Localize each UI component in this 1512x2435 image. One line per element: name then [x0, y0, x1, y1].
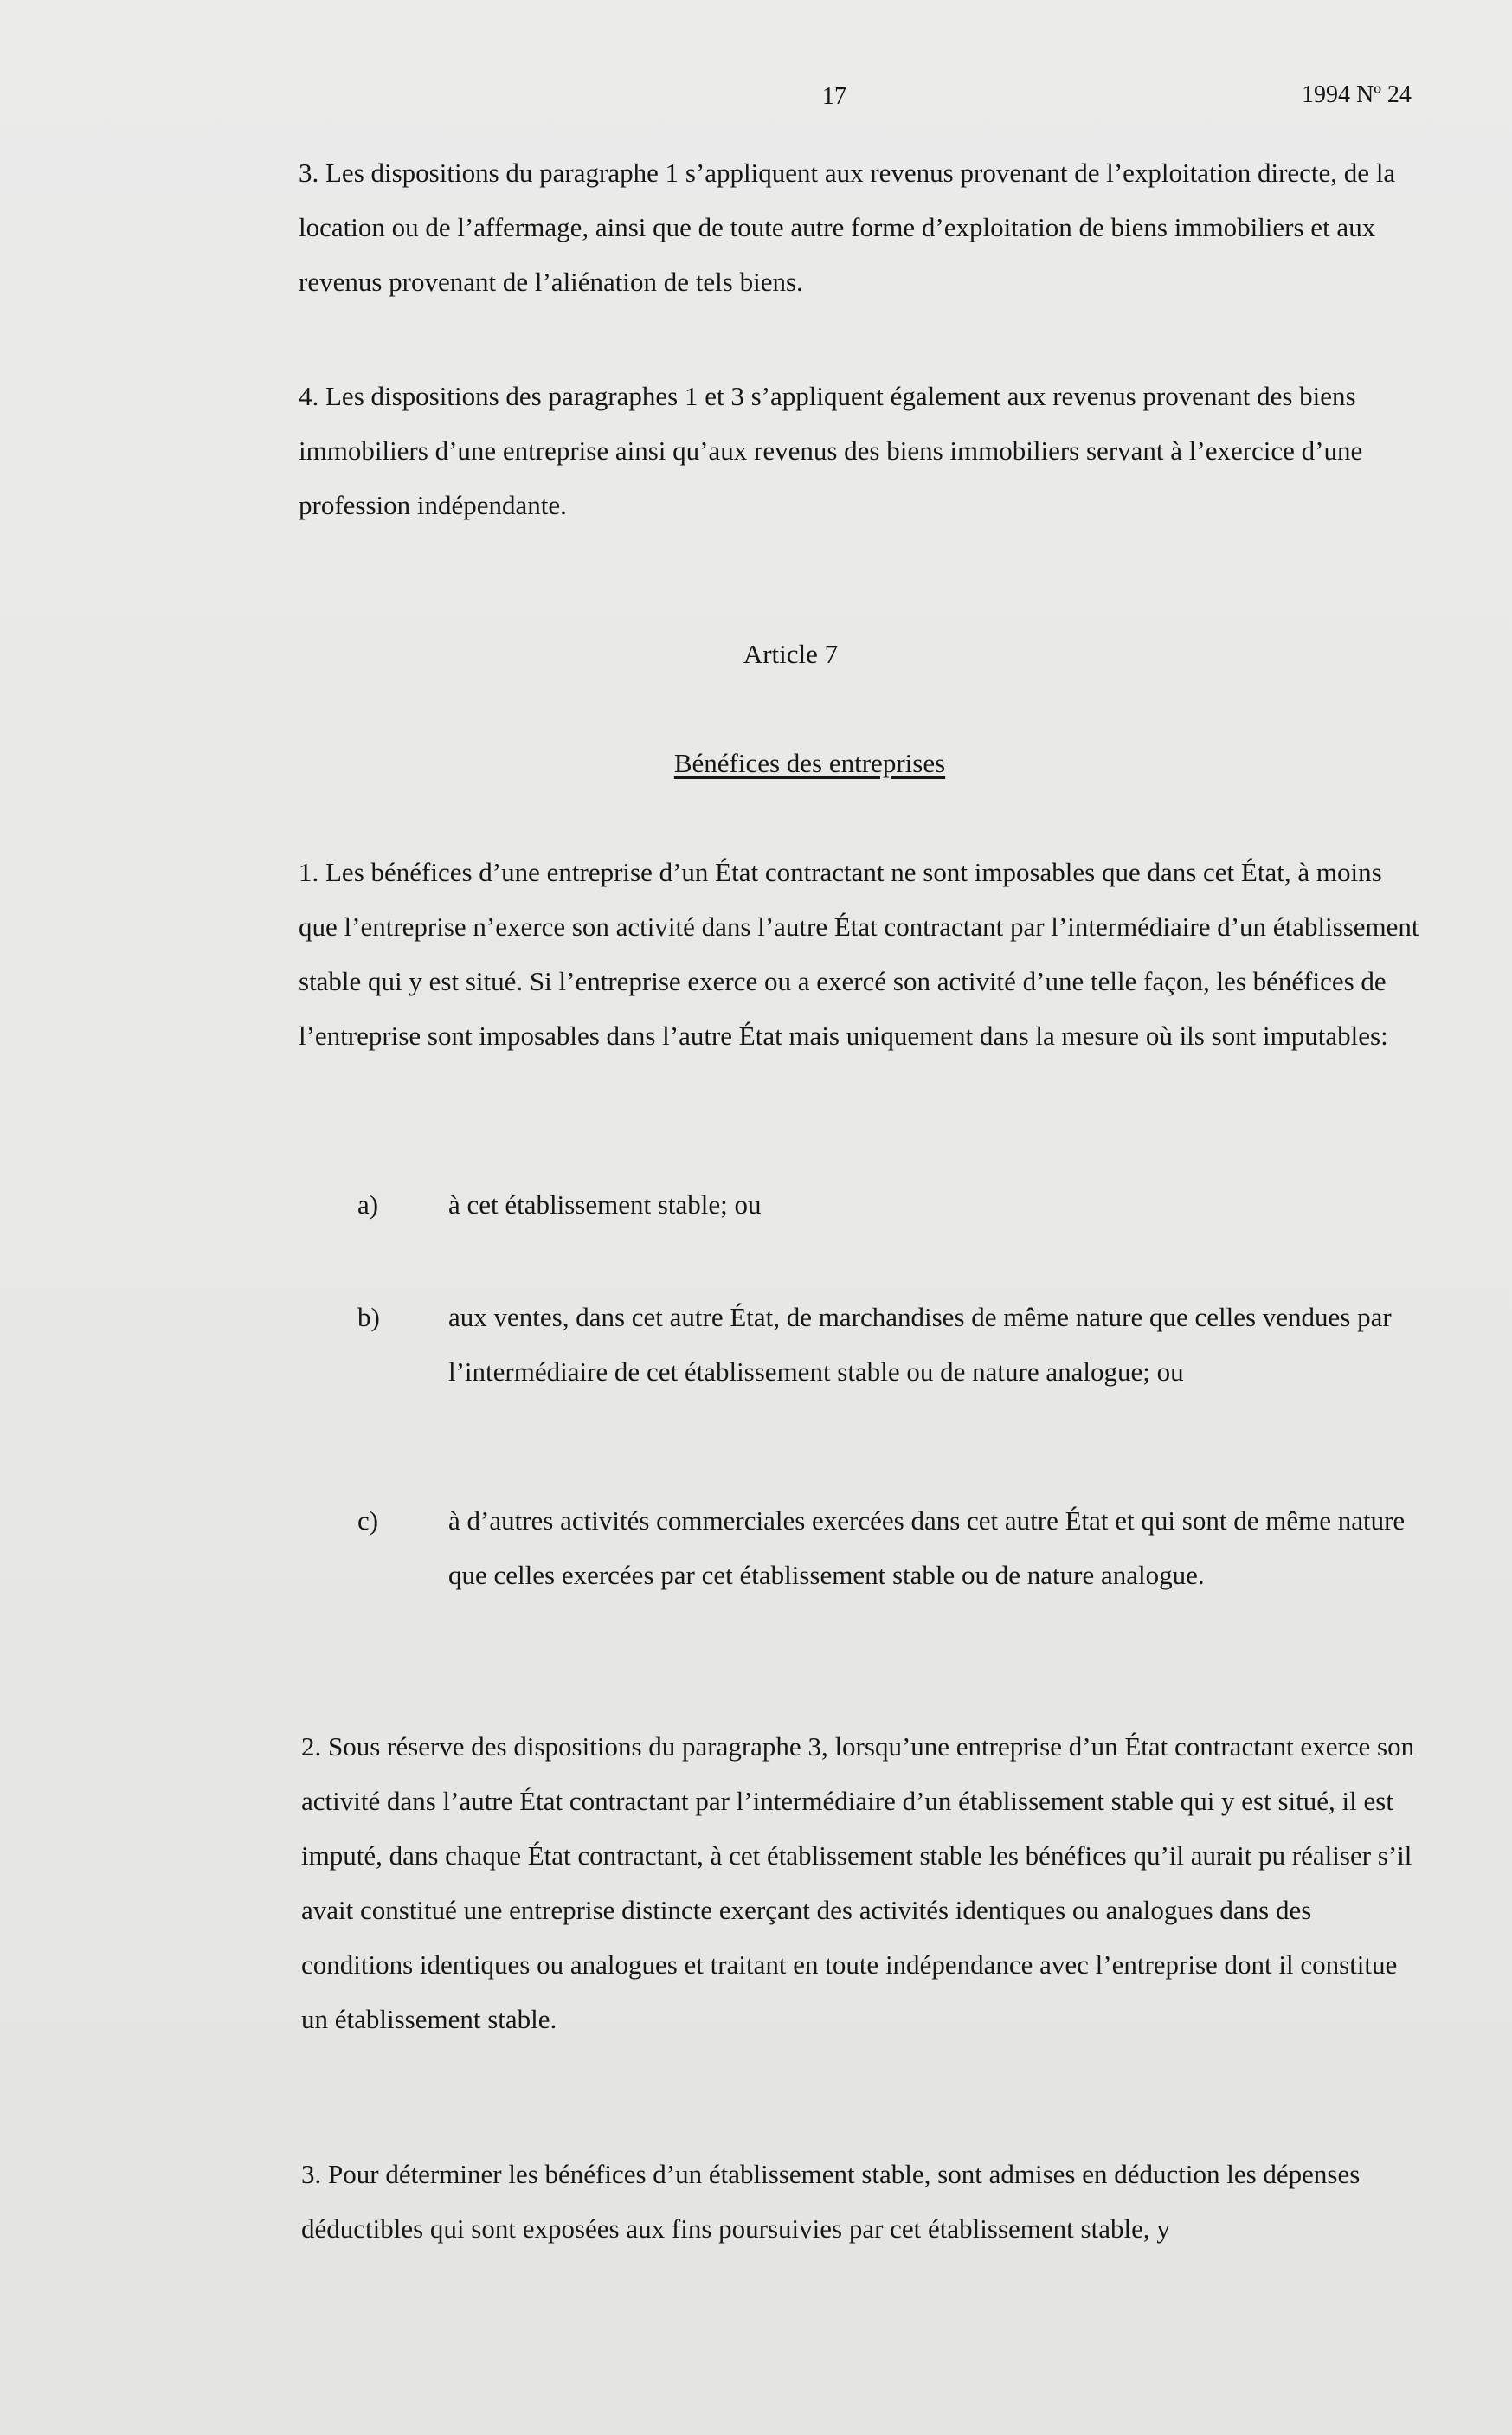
list-item-label: a) — [357, 1189, 379, 1220]
list-item-text: à cet établissement stable; ou — [448, 1189, 762, 1220]
list-item-label: b) — [357, 1302, 380, 1332]
paragraph-3: 3. Les dispositions du paragraphe 1 s’appliquent aux revenus provenant de l’exploitation directe, de la location ou de l’affermage, ainsi que de toute autre forme d’exploitation de biens immobiliers et aux revenus provenant de l’aliénation de tels biens. — [299, 158, 1396, 297]
article-paragraph-2: 2. Sous réserve des dispositions du paragraphe 3, lorsqu’une entreprise d’un État contractant exerce son activité dans l’autre État contractant par l’intermédiaire d’un établissement stable qui y est situé, il est imputé, dans chaque État contractant, à cet établissement stable les bénéfices qu’il aurait pu réaliser s’il avait constitué une entreprise distincte exerçant des activités identiques ou analogues dans des conditions identiques ou analogues et traitant en toute indépendance avec l’entreprise dont il constitue un établissement stable. — [301, 1731, 1415, 2034]
article-title: Article 7 — [743, 639, 839, 669]
article-heading — [54, 748, 1512, 779]
article-paragraph-3: 3. Pour déterminer les bénéfices d’un établissement stable, sont admises en déduction les dépenses déductibles qui sont exposées aux fins poursuivies par cet établissement stable, y — [301, 2159, 1361, 2244]
article-paragraph-1: 1. Les bénéfices d’une entreprise d’un État contractant ne sont imposables que dans cet État, à moins que l’entreprise n’exerce son activité dans l’autre État contractant par l’intermédiaire d’un établissement stable qui y est situé. Si l’entreprise exerce ou a exercé son activité d’une telle façon, les bénéfices de l’entreprise sont imposables dans l’autre État mais uniquement dans la mesure où ils sont imputables: — [299, 857, 1419, 1051]
document-reference: 1994 Nº 24 — [1302, 81, 1412, 108]
list-item-label: c) — [357, 1505, 379, 1536]
article-heading-text: Bénéfices des entreprises — [673, 748, 946, 778]
list-item-text: aux ventes, dans cet autre État, de marchandises de même nature que celles vendues par l’intermédiaire de cet établissement stable ou de nature analogue; ou — [448, 1302, 1392, 1387]
list-item-text: à d’autres activités commerciales exercées dans cet autre État et qui sont de même nature que celles exercées par cet établissement stable ou de nature analogue. — [448, 1505, 1406, 1590]
paragraph-4: 4. Les dispositions des paragraphes 1 et 3 s’appliquent également aux revenus provenant des biens immobiliers d’une entreprise ainsi qu’aux revenus des biens immobiliers servant à l’exercice d’une profession indépendante. — [299, 381, 1363, 520]
page-number: 17 — [822, 83, 846, 110]
